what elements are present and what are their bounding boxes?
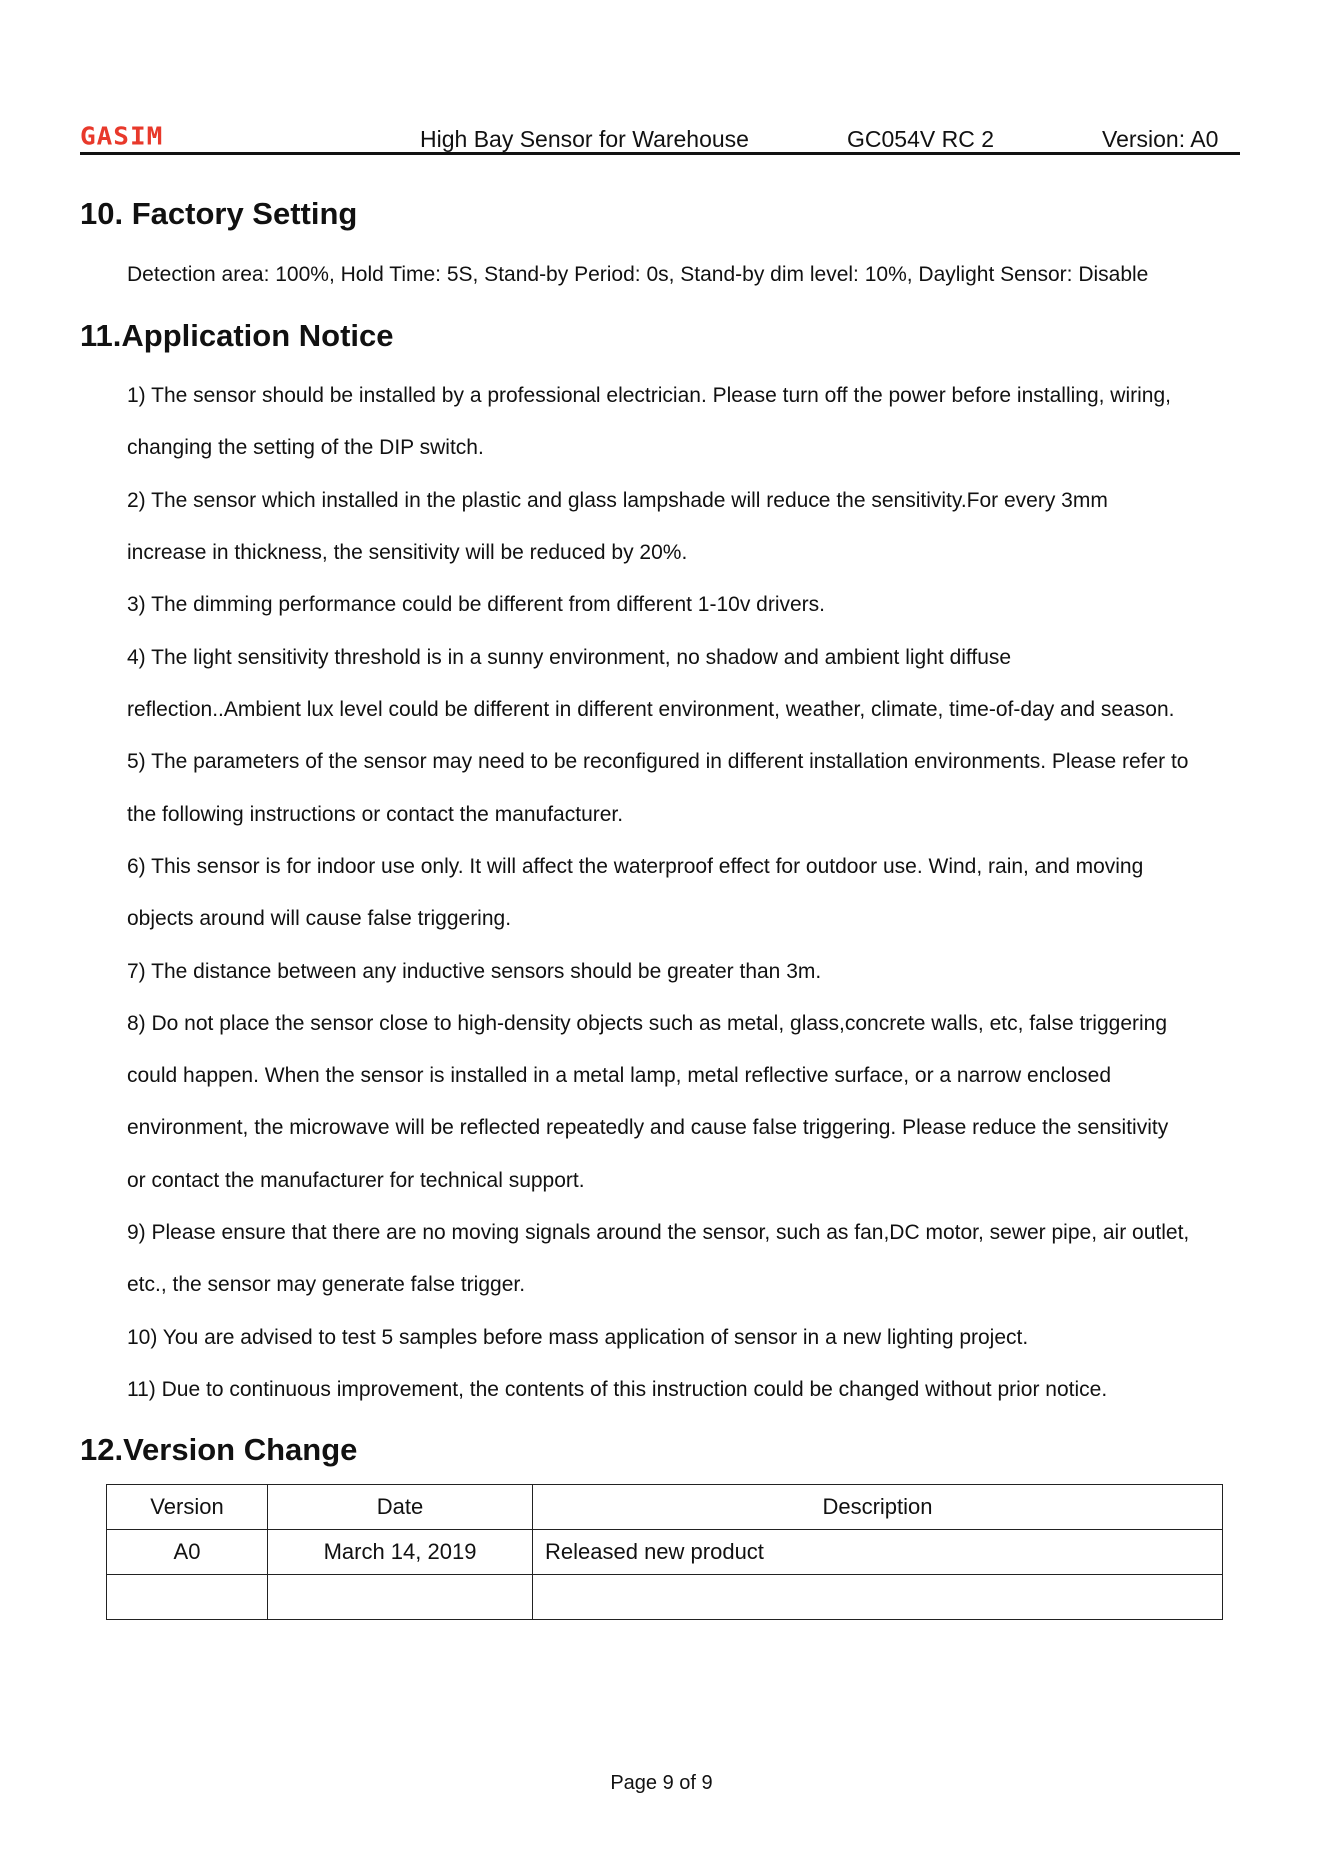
table-header-row (107, 1485, 1223, 1530)
section-12-title: 12.Version Change (80, 1432, 358, 1467)
notice-line: 6) This sensor is for indoor use only. It will affect the waterproof effect for outdoor use. Wind, rain, and moving (127, 855, 1144, 878)
header-date: Date (268, 1485, 533, 1530)
notice-line: changing the setting of the DIP switch. (127, 436, 484, 459)
document-title: High Bay Sensor for Warehouse (420, 126, 749, 152)
notice-line: 9) Please ensure that there are no moving signals around the sensor, such as fan,DC motor, sewer pipe, air outlet, (127, 1221, 1190, 1244)
table-row (107, 1530, 1223, 1575)
cell-description: Released new product (533, 1530, 1223, 1575)
notice-line: 11) Due to continuous improvement, the contents of this instruction could be changed without prior notice. (127, 1378, 1108, 1401)
notice-line: reflection..Ambient lux level could be different in different environment, weather, climate, time-of-day and season. (127, 698, 1175, 721)
notice-line: 8) Do not place the sensor close to high-density objects such as metal, glass,concrete walls, etc, false triggering (127, 1012, 1168, 1035)
notice-line: 10) You are advised to test 5 samples before mass application of sensor in a new lighting project. (127, 1326, 1029, 1349)
version-change-table (106, 1484, 1223, 1620)
section-11-title: 11.Application Notice (80, 318, 394, 353)
notice-line: objects around will cause false triggering. (127, 907, 512, 930)
header-description: Description (533, 1485, 1223, 1530)
model-number: GC054V RC 2 (847, 126, 995, 152)
notice-line: the following instructions or contact the manufacturer. (127, 803, 624, 826)
cell-date (268, 1575, 533, 1620)
cell-date: March 14, 2019 (268, 1530, 533, 1575)
notice-line: etc., the sensor may generate false trigger. (127, 1273, 526, 1296)
header-version: Version (107, 1485, 268, 1530)
notice-line: 4) The light sensitivity threshold is in a sunny environment, no shadow and ambient light diffuse (127, 646, 1012, 669)
notice-line: 5) The parameters of the sensor may need to be reconfigured in different installation environments. Please refer to (127, 750, 1189, 773)
factory-setting-text: Detection area: 100%, Hold Time: 5S, Stand-by Period: 0s, Stand-by dim level: 10%, Daylight Sensor: Disable (127, 263, 1149, 286)
notice-line: could happen. When the sensor is installed in a metal lamp, metal reflective surface, or a narrow enclosed (127, 1064, 1112, 1087)
page-number: Page 9 of 9 (610, 1772, 713, 1794)
cell-description (533, 1575, 1223, 1620)
gasim-logo: GASIM (80, 122, 164, 152)
notice-line: 1) The sensor should be installed by a professional electrician. Please turn off the power before installing, wiring, (127, 384, 1171, 407)
notice-line: 7) The distance between any inductive sensors should be greater than 3m. (127, 960, 822, 983)
cell-version: A0 (107, 1530, 268, 1575)
notice-line: 2) The sensor which installed in the plastic and glass lampshade will reduce the sensitivity.For every 3mm (127, 489, 1108, 512)
cell-version (107, 1575, 268, 1620)
notice-line: 3) The dimming performance could be different from different 1-10v drivers. (127, 593, 826, 616)
notice-line: environment, the microwave will be reflected repeatedly and cause false triggering. Please reduce the sensitivity (127, 1116, 1169, 1139)
page-header (80, 118, 1240, 155)
document-version: Version: A0 (1102, 126, 1219, 152)
notice-line: or contact the manufacturer for technical support. (127, 1169, 585, 1192)
table-row (107, 1575, 1223, 1620)
notice-line: increase in thickness, the sensitivity will be reduced by 20%. (127, 541, 688, 564)
section-10-title: 10. Factory Setting (80, 196, 358, 231)
